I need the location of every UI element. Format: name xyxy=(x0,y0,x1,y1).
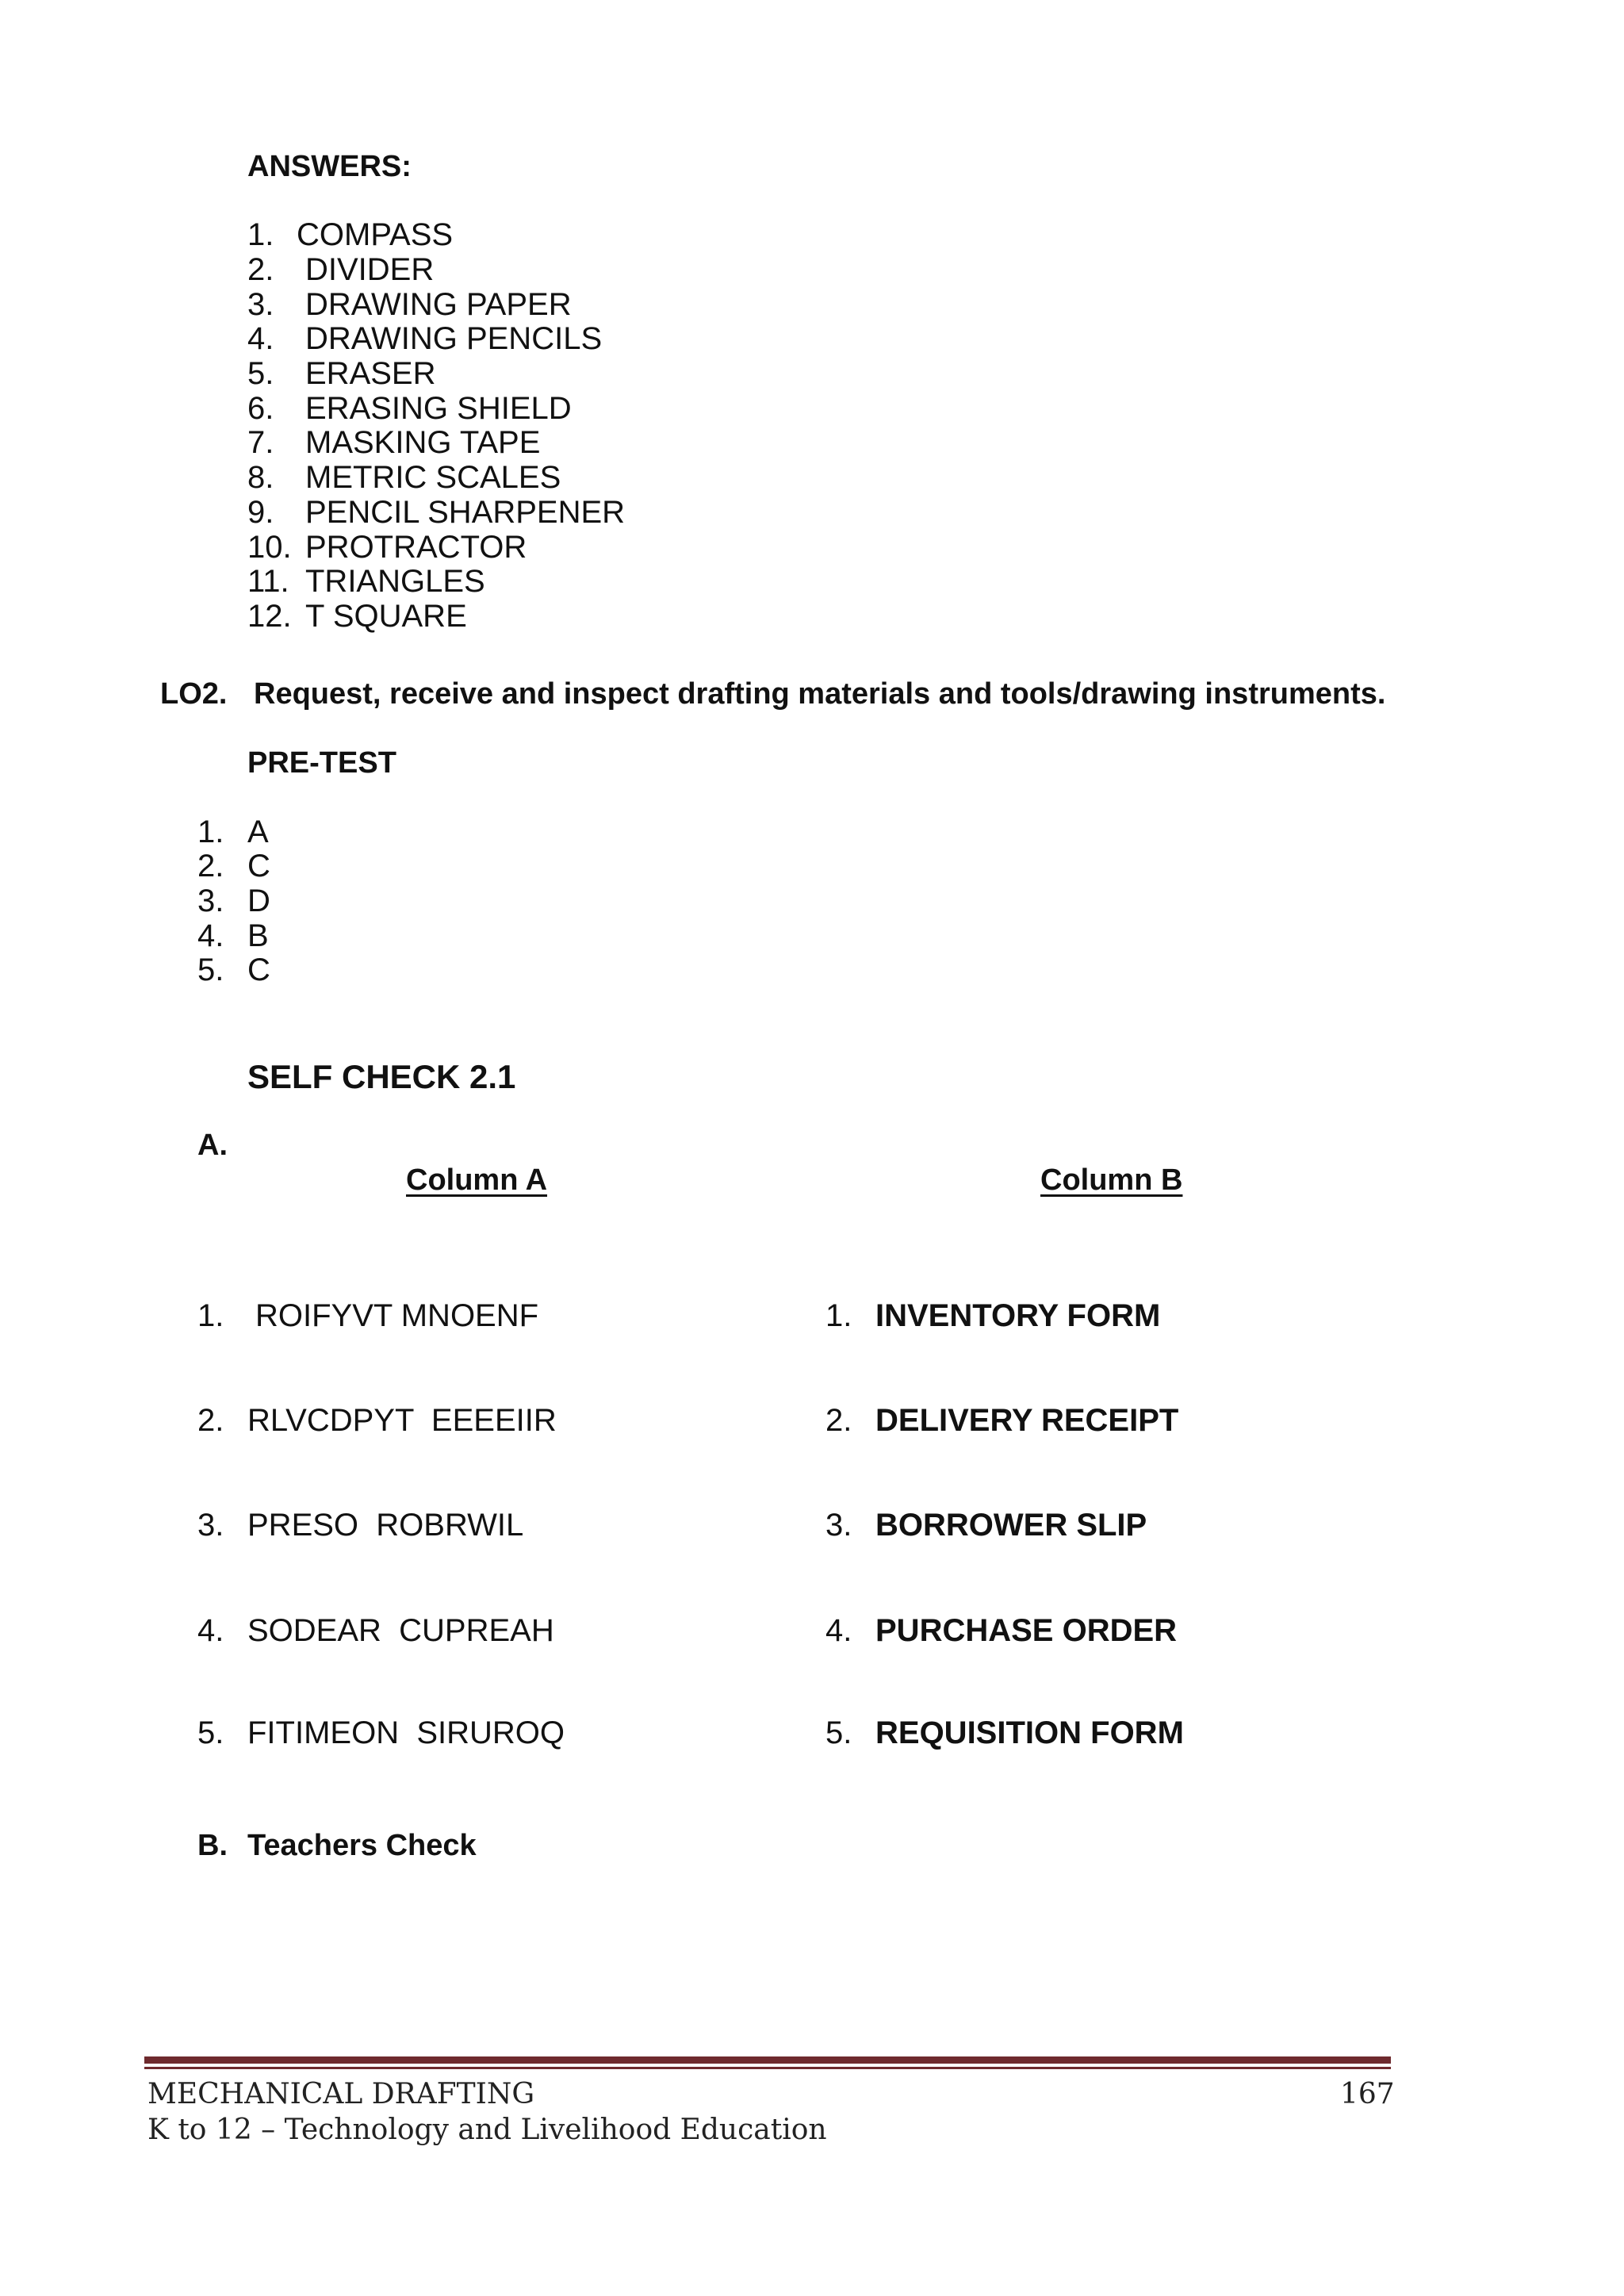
answer-word: INVENTORY FORM xyxy=(875,1298,1161,1333)
list-item-number: 5. xyxy=(247,356,274,391)
answer-word: PURCHASE ORDER xyxy=(875,1613,1178,1648)
list-item-text: DRAWING PENCILS xyxy=(305,321,603,356)
lo2-objective: Request, receive and inspect drafting materials and tools/drawing instruments. xyxy=(254,677,1386,711)
list-item-number: 1. xyxy=(197,1298,224,1333)
list-item xyxy=(197,1297,753,1334)
answer-word: BORROWER SLIP xyxy=(875,1508,1147,1543)
list-item-text: DRAWING PAPER xyxy=(305,287,572,322)
list-item xyxy=(197,815,356,849)
list-item-text: A xyxy=(247,815,269,849)
footer-subtitle: K to 12 – Technology and Livelihood Education xyxy=(147,2114,827,2146)
list-item-number: 4. xyxy=(825,1613,852,1648)
list-item xyxy=(197,849,356,884)
list-item-number: 2. xyxy=(197,849,224,884)
list-item-text: TRIANGLES xyxy=(305,564,485,599)
list-item-number: 7. xyxy=(247,425,274,460)
scrambled-word: SODEAR CUPREAH xyxy=(247,1613,554,1648)
list-item-text: COMPASS xyxy=(297,217,454,252)
list-item-number: 8. xyxy=(247,460,274,495)
self-check-heading: SELF CHECK 2.1 xyxy=(247,1058,516,1095)
scrambled-word: ROIFYVT MNOENF xyxy=(255,1298,539,1333)
list-item-number: 2. xyxy=(197,1403,224,1438)
lo2-label: LO2. xyxy=(160,677,228,711)
list-item xyxy=(247,564,802,599)
list-item xyxy=(247,217,802,252)
list-item xyxy=(247,530,802,565)
column-a-header: Column A xyxy=(406,1163,548,1197)
list-item-number: 5. xyxy=(197,1715,224,1750)
list-item xyxy=(825,1507,1381,1543)
list-item-number: 11. xyxy=(247,564,289,599)
list-item-number: 5. xyxy=(825,1715,852,1750)
list-item-text: PROTRACTOR xyxy=(305,530,527,565)
answer-word: REQUISITION FORM xyxy=(875,1715,1184,1750)
list-item-number: 4. xyxy=(197,918,224,953)
list-item-text: ERASING SHIELD xyxy=(305,391,572,426)
list-item xyxy=(825,1612,1381,1649)
list-item-text: B xyxy=(247,918,269,953)
footer-course: MECHANICAL DRAFTING xyxy=(147,2078,535,2110)
list-item-number: 5. xyxy=(197,953,224,987)
list-item-number: 1. xyxy=(247,217,274,252)
list-item xyxy=(247,460,802,495)
list-item-text: MASKING TAPE xyxy=(305,425,541,460)
list-item-number: 3. xyxy=(825,1508,852,1543)
pretest-heading: PRE-TEST xyxy=(247,746,396,780)
page-number: 167 xyxy=(1340,2078,1395,2110)
list-item xyxy=(825,1297,1381,1334)
list-item-number: 3. xyxy=(197,1508,224,1543)
list-item-text: ERASER xyxy=(305,356,436,391)
list-item xyxy=(197,953,356,987)
scrambled-word: RLVCDPYT EEEEIIR xyxy=(247,1403,557,1438)
list-item-number: 4. xyxy=(247,321,274,356)
list-item xyxy=(825,1715,1381,1751)
footer-rule xyxy=(144,2056,1391,2064)
list-item-text: DIVIDER xyxy=(305,252,435,287)
list-item-text: T SQUARE xyxy=(305,599,467,634)
list-item-text: D xyxy=(247,884,270,918)
scrambled-word: PRESO ROBRWIL xyxy=(247,1508,524,1543)
list-item-number: 3. xyxy=(197,884,224,918)
part-b-text: Teachers Check xyxy=(247,1829,477,1862)
list-item xyxy=(197,884,356,918)
list-item xyxy=(825,1402,1381,1439)
list-item xyxy=(247,252,802,287)
list-item-text: C xyxy=(247,953,270,987)
list-item xyxy=(247,599,802,634)
list-item xyxy=(247,287,802,322)
list-item-number: 4. xyxy=(197,1613,224,1648)
list-item xyxy=(247,425,802,460)
scrambled-word: FITIMEON SIRUROQ xyxy=(247,1715,565,1750)
list-item-text: PENCIL SHARPENER xyxy=(305,495,626,530)
part-a-label: A. xyxy=(197,1129,228,1162)
list-item xyxy=(197,1507,753,1543)
column-b-header: Column B xyxy=(1040,1163,1183,1197)
list-item-number: 6. xyxy=(247,391,274,426)
list-item xyxy=(197,1612,753,1649)
answers-heading: ANSWERS: xyxy=(247,150,412,183)
list-item-number: 1. xyxy=(825,1298,852,1333)
list-item-number: 2. xyxy=(247,252,274,287)
list-item-number: 12. xyxy=(247,599,292,634)
list-item xyxy=(247,391,802,426)
list-item-number: 1. xyxy=(197,815,224,849)
list-item xyxy=(247,495,802,530)
list-item xyxy=(247,321,802,356)
list-item-text: METRIC SCALES xyxy=(305,460,561,495)
list-item xyxy=(247,356,802,391)
list-item-number: 10. xyxy=(247,530,292,565)
list-item-number: 9. xyxy=(247,495,274,530)
footer-rule-thin xyxy=(144,2067,1391,2069)
list-item xyxy=(197,1715,753,1751)
answer-word: DELIVERY RECEIPT xyxy=(875,1403,1179,1438)
list-item xyxy=(197,1402,753,1439)
list-item-text: C xyxy=(247,849,270,884)
part-b-label: B. xyxy=(197,1829,228,1862)
list-item-number: 2. xyxy=(825,1403,852,1438)
list-item xyxy=(197,918,356,953)
list-item-number: 3. xyxy=(247,287,274,322)
